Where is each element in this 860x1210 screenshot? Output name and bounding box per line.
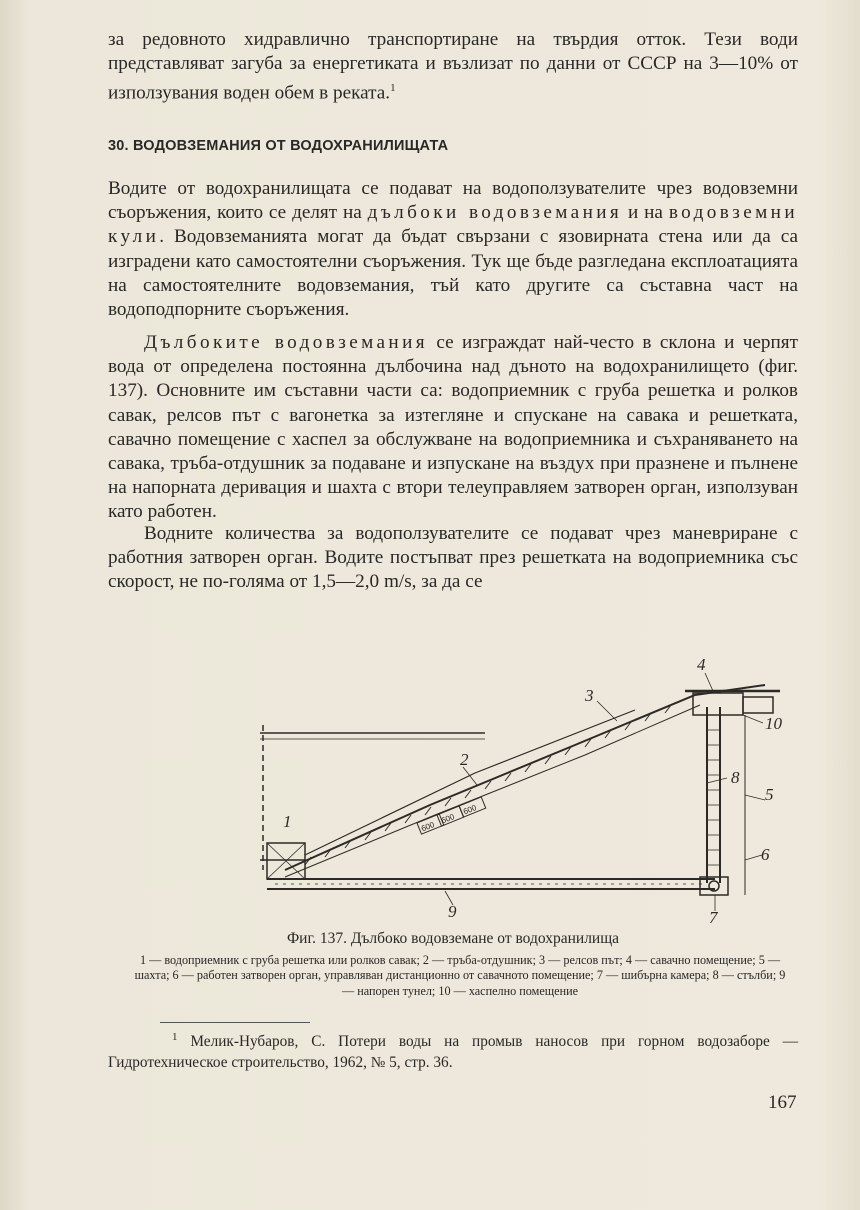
- paragraph-deep-intakes: [108, 331, 798, 525]
- intro-text-a: Водите от водохранилищата се подават на водоползувателите чрез водовземни съоръжения, които се делят на: [108, 178, 798, 224]
- figure-label-8: 8: [731, 768, 740, 787]
- hoist-room: [743, 697, 773, 713]
- figure-137-diagram: [245, 655, 805, 930]
- figure-label-3: 3: [585, 686, 594, 705]
- figure-label-10: 10: [765, 714, 782, 733]
- figure-caption: Фиг. 137. Дълбоко водовземане от водохранилища: [286, 930, 620, 947]
- footnote-text: Мелик-Нубаров, С. Потери воды на промыв наносов при горном водозаборе — Гидротехническое строительство, 1962, № 5, стр. 36.: [108, 1033, 798, 1072]
- footnote-divider: [160, 1022, 310, 1023]
- air-pipe: [305, 710, 635, 855]
- gate-house: [693, 693, 743, 715]
- term-intake-towers: водовземни кули: [108, 202, 799, 248]
- gauge-label-2: 600: [439, 812, 456, 826]
- paragraph-intro: [108, 177, 798, 322]
- paragraph-continuation-text: за редовното хидравлично транспортиране на твърдия отток. Тези води представляват загуба за енергетиката и възлизат по данни от СССР на 3—10% от използувания воден обем в реката.: [108, 29, 798, 104]
- intro-text-c: и на: [622, 202, 669, 224]
- stairs: [707, 715, 720, 865]
- figure-label-5: 5: [765, 785, 774, 804]
- figure-label-7: 7: [709, 908, 718, 927]
- footnote-marker: 1: [172, 1031, 178, 1043]
- gauge-label-1: 600: [419, 820, 436, 834]
- deep-intakes-text: се изграждат най-често в склона и черпят вода от определена постоянна дълбочина над дъното на водохранилището (фиг. 137). Основните им съставни части са: водоприемник с груба решетка и ролков савак, релсов път с вагонетка за изтегляне и спускане на савака и решетката, савачно помещение с хаспел за обслужване на водоприемника и съхраняването на савака, тръба-отдушник за подаване и изпускане на въздух при празнене и пълнене на напорната деривация и шахта с втори телеуправляем затворен орган, използуван като работен.: [108, 332, 798, 523]
- figure-label-9: 9: [448, 902, 457, 921]
- gauge-label-3: 600: [461, 803, 478, 817]
- term-deep-intakes: дълбоки водовземания: [367, 202, 623, 224]
- figure-legend: 1 — водоприемник с груба решетка или ролков савак; 2 — тръба-отдушник; 3 — релсов път; 4 — савачно помещение; 5 — шахта; 6 — работен затворен орган, управляван дистанционно от савачното помещение; 7 — шибърна камера; 8 — стълби; 9 — напорен тунел; 10 — хаспелно помещение: [134, 953, 786, 998]
- intro-text-e: . Водовземанията могат да бъдат свързани с язовирната стена или да са изградени като самостоятелни съоръжения. Тук ще бъде разгледана експлоатацията на самостоятелните водовземания, тъй като другите са съставна част на водоподпорните съоръжения.: [108, 226, 798, 321]
- figure-label-6: 6: [761, 845, 770, 864]
- page-number: 167: [768, 1092, 797, 1113]
- footnote: [108, 1027, 798, 1073]
- figure-label-2: 2: [460, 750, 469, 769]
- paragraph-continuation: [108, 28, 798, 106]
- footnote-ref: 1: [390, 82, 396, 95]
- figure-label-4: 4: [697, 655, 706, 674]
- term-deep-intakes-2: Дълбоките водовземания: [144, 332, 428, 353]
- section-heading: 30. ВОДОВЗЕМАНИЯ ОТ ВОДОХРАНИЛИЩАТА: [108, 138, 449, 154]
- trolley-gauges: [417, 797, 486, 834]
- figure-label-1: 1: [283, 812, 292, 831]
- paragraph-water-supply: Водните количества за водоползувателите се подават чрез маневриране с работния затворен орган. Водите постъпват през решетката на водоприемника със скорост, не по-голяма от 1,5—2,0 m/s, за да се: [108, 523, 798, 593]
- slope-lining: [285, 705, 700, 877]
